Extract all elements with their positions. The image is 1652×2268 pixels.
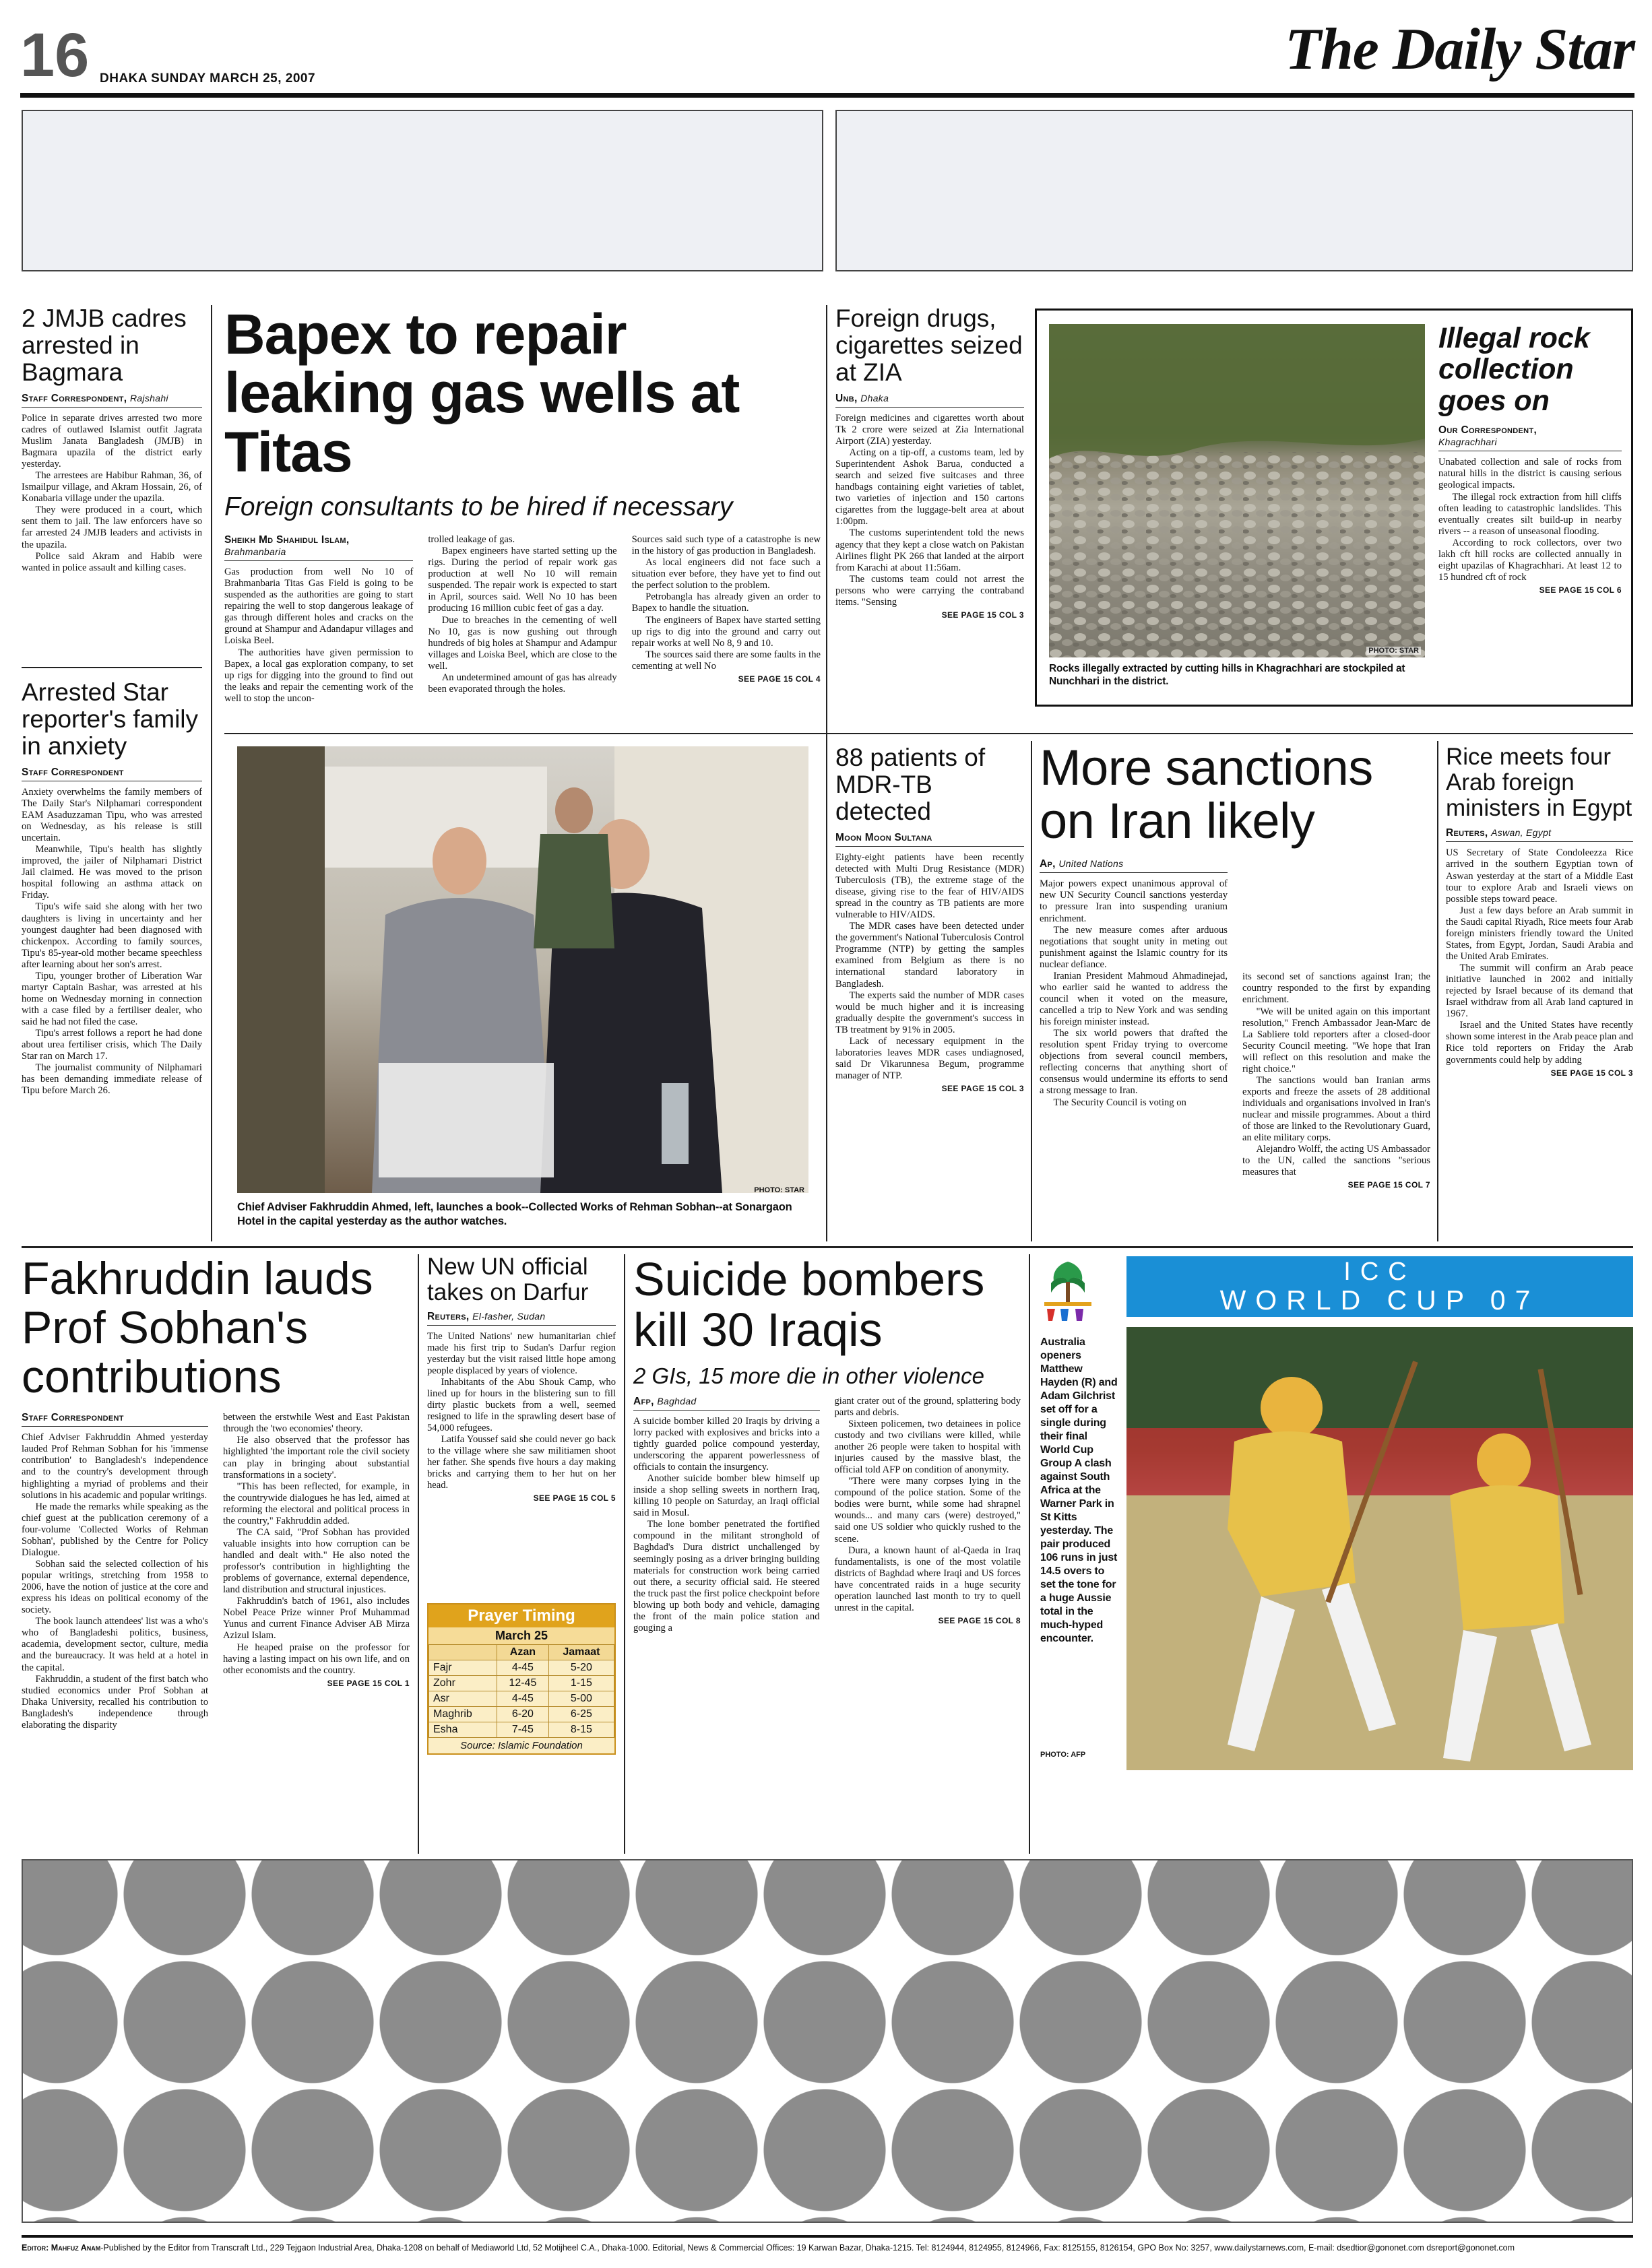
photo-caption: Chief Adviser Fakhruddin Ahmed, left, launches a book--Collected Works of Rehman Sobhan--at Sonargaon Hotel in the capital yesterday as the author watches.: [237, 1201, 792, 1227]
prayer-row: [429, 1691, 614, 1707]
jump-line: SEE PAGE 15 COL 7: [1347, 1180, 1430, 1190]
masthead-rule: [20, 93, 1634, 98]
story-body: Sources said such type of a catastrophe is new in the history of gas production in Bangladesh. As local engineers did not face such a situation ever before, they have yet to find out the perfect solution to the problem. Petrobangla has already given an order to Bapex to handle the situation. The engineers of Bapex have started setting up rigs to dig into the ground and carry out repair works at well No 8, 9 and 10. The sources said there are some faults in the cementing at well No: [631, 534, 821, 672]
headline: Foreign drugs, cigarettes seized at ZIA: [835, 304, 1023, 386]
prayer-time: 5-20: [548, 1660, 614, 1676]
jump-line: SEE PAGE 15 COL 3: [1550, 1068, 1633, 1078]
polka-dot-ad: [22, 1859, 1633, 2223]
world-cup-logo-icon: [1038, 1256, 1098, 1322]
story-body: Police in separate drives arrested two more cadres of outlawed Islamist outfit Jagrata Muslim Janata Bangladesh (JMJB) in Bagmara upazila of the district early yesterday. The arrestees are Habibur Rahman, 36, of Ismailpur village, and Akram Hossain, 26, of Konabaria village under the upazila. They were produced in a court, which sent them to jail. The law enforcers have so far arrested 24 JMJB leaders and activists in the upazila. Police said Akram and Habib were wanted in police assault and killing cases.: [22, 412, 202, 573]
prayer-time: 5-00: [548, 1691, 614, 1707]
jump-line: SEE PAGE 15 COL 5: [533, 1493, 616, 1503]
headline: More sanctions on Iran likely: [1040, 740, 1373, 849]
rock-photo: [1049, 324, 1425, 657]
byline: Afp, Baghdad: [633, 1396, 820, 1411]
story-suicide-bombers: [633, 1254, 1021, 1634]
byline: Staff Correspondent: [22, 767, 202, 781]
story-drugs: [835, 305, 1024, 620]
prayer-date: March 25: [428, 1627, 614, 1644]
byline: Ap, United Nations: [1040, 858, 1228, 873]
prayer-time: 1-15: [548, 1676, 614, 1691]
byline: Unb, Dhaka: [835, 393, 1024, 408]
jump-line: SEE PAGE 15 COL 3: [941, 1084, 1024, 1094]
deck: Foreign consultants to be hired if necessary: [224, 492, 733, 522]
story-body: between the erstwhile West and East Pakistan through the 'two economies' theory. He also observed that the professor has highlighted 'the important role the civil society can play in bringing about substantial transformations in a society'. "This has been reflected, for example, in the countrywide dialogues he has led, aimed at reforming the electoral and political process in the country," Fakhruddin added. The CA said, "Prof Sobhan has provided valuable insights into how corruption can be handled and dealt with." He also noted the professor's contribution in highlighting the problems of governance, external dependence, land distribution and structural injustices. Fakhruddin's batch of 1961, also includes Nobel Peace Prize winner Prof Muhammad Yunus and current Finance Adviser AB Mirza Azizul Islam. He heaped praise on the professor for having a lasting impact on his own life, and on other economists and the country.: [223, 1412, 410, 1676]
rock-texture: [1049, 324, 1425, 657]
logo: The Daily Star: [1285, 17, 1634, 82]
prayer-time: 4-45: [497, 1660, 548, 1676]
story-rice: [1446, 744, 1633, 1078]
deck: 2 GIs, 15 more die in other violence: [633, 1363, 984, 1388]
story-body: Unabated collection and sale of rocks from natural hills in the district is causing serious geological impacts. The illegal rock extraction from hill cliffs often leading to catastrophic landslides. This eventually creates silt build-up in nearby rivers -- a reason of unseasonal flooding. According to rock collectors, over two lakh cft hill rocks are collected annually in eight upazilas of Khagrachhari. At least 12 to 15 hundred cft of rock: [1438, 457, 1622, 583]
prayer-time: 4-45: [497, 1691, 548, 1707]
prayer-row: [429, 1722, 614, 1738]
prayer-row: [429, 1676, 614, 1691]
cricket-photo: [1126, 1327, 1633, 1770]
icc-title: ICC: [1343, 1258, 1416, 1286]
ad-box-left: [22, 110, 823, 271]
story-body: Gas production from well No 10 of Brahmanbaria Titas Gas Field is going to be suspended as the authorities are going to start repairing the well to stop dangerous leakage of gas through different holes and cracks on the ground at Shampur and Adandapur villages and Loiska Beel. The authorities have given permission to Bapex, a local gas exploration company, to set up rigs for digging into the ground to find out the leaks and repair the cementing work of the well to stop the uncon-: [224, 566, 414, 704]
prayer-time: 12-45: [497, 1676, 548, 1691]
headline: Fakhruddin lauds Prof Sobhan's contributions: [22, 1253, 373, 1402]
divider: [224, 733, 1633, 734]
story-body: The United Nations' new humanitarian chief made his first trip to Sudan's Darfur region yesterday but the visit raised little hope among people displaced by years of violence. Inhabitants of the Abu Shouk Camp, who lined up for hours in the blistering sun to fill dirty plastic buckets from a well, seemed resigned to life in the sprawling desert base of 54,000 refugees. Latifa Youssef said she could never go back to the village where she saw militiamen shoot her father. She spends five hours a day making bricks and carrying them to her hut on her head.: [427, 1330, 616, 1491]
story-body: Major powers expect unanimous approval of new UN Security Council sanctions yesterday to pressure Iran into suspending uranium enrichment. The new measure comes after arduous negotiations that sought unity in meting out punishment against the Islamic country for its nuclear defiance. Iranian President Mahmoud Ahmadinejad, who earlier said he wanted to address the council when it voted on the measure, cancelled a trip to New York and was sending his foreign minister instead. The six world powers that drafted the resolution spent Friday trying to overcome objections from several council members, reflecting concerns that anything short of consensus would undermine its efforts to send a strong message to Iran. The Security Council is voting on: [1040, 878, 1228, 1108]
story-bapex: [224, 302, 821, 705]
prayer-time: 7-45: [497, 1722, 548, 1738]
story-body: Foreign medicines and cigarettes worth about Tk 2 crore were seized at Zia International Airport (ZIA) yesterday. Acting on a tip-off, a customs team, led by Superintendent Ashok Barua, conducted a search and seized five suitcases and three handbags containing eight varieties of tablet, two varieties of injection and 150 cartons cigarettes from the luggage-belt area at about 1:00pm. The customs superintendent told the news agency that they kept a close watch on Pakistan Airlines flight PK 266 that landed at the airport from Karachi at about 11:56am. The customs team could not arrest the persons who were carrying the contraband items. "Sensing: [835, 412, 1024, 608]
byline: Moon Moon Sultana: [835, 832, 1024, 847]
byline: Our Correspondent, Khagrachhari: [1438, 424, 1622, 451]
dateline: DHAKA SUNDAY MARCH 25, 2007: [100, 71, 316, 86]
headline: Illegal rock collection goes on: [1438, 322, 1590, 417]
story-body: Chief Adviser Fakhruddin Ahmed yesterday lauded Prof Rehman Sobhan for his 'immense contribution' to Bangladesh's independence and to the country's development through highlighting a myriad of problems and their solutions in his academic and popular writings. He made the remarks while speaking as the chief guest at the publication ceremony of a four-volume 'Collected Works of Rehman Sobhan', published by the Centre for Policy Dialogue. Sobhan said the selected collection of his popular writings, stretching from 1958 to 2006, have the notion of justice at the core and express his ideas on political economy of the society. The book launch attendees' list was a who's who of Bangladeshi politics, business, academia, development sector, culture, media and the bureaucracy. It was held at a hotel in the capital. Fakhruddin, a student of the first batch who studied economics under Prof Sobhan at Dhaka University, recalled his contribution to Bangladesh's independence through elaborating the disparity: [22, 1432, 208, 1730]
prayer-name: Esha: [429, 1722, 497, 1738]
story-body: A suicide bomber killed 20 Iraqis by driving a lorry packed with explosives and bricks into a tightly guarded police compound yesterday, underscoring the apparent powerlessness of officials to contain the insurgency. Another suicide bomber blew himself up inside a shop selling sweets in northern Iraq, killing 10 people on Saturday, an Iraqi official said in Mosul. The lone bomber penetrated the fortified compound in the militant stronghold of Baghdad's Dura district unchallenged by seemingly posing as a driver bringing building materials for construction work being carried out there, a security official said. He steered the truck past the first police checkpoint before blowing up both body and vehicle, damaging the front of the main police station and gouging a: [633, 1415, 820, 1633]
icc-world-cup-panel: [1038, 1256, 1633, 1772]
story-fakhruddin: [22, 1254, 410, 1731]
jump-line: SEE PAGE 15 COL 4: [738, 674, 821, 684]
masthead: [20, 17, 1634, 101]
headline: Bapex to repair leaking gas wells at Titas: [224, 302, 740, 484]
divider: [22, 1246, 1633, 1248]
story-body: trolled leakage of gas. Bapex engineers have started setting up the rigs. During the period of repair work gas production at well No 10 will remain suspended. The repair work is expected to start in April, sources said. Well No 10 has been producing 16 million cubic feet of gas a day. Due to breaches in the cementing of well No 10, gas is now gushing out through hundreds of big holes at Shampur and Adampur villages and Loiska Beel, which are close to the well. An undetermined amount of gas has already been evaporated through the holes.: [428, 534, 617, 694]
column-rule: [1031, 741, 1032, 1241]
prayer-source: Source: Islamic Foundation: [460, 1740, 583, 1751]
photo-credit: PHOTO: STAR: [754, 1186, 804, 1193]
story-body: its second set of sanctions against Iran; the country responded to the first by expanding enrichment. "We will be united again on this important resolution," French Ambassador Jean-Marc de La Sabliere told reporters after a closed-door Security Council meeting. "We hope that Iran will reflect on this resolution and make the right choice." The sanctions would ban Iranian arms exports and freeze the assets of 28 additional individuals and organisations involved in Iran's nuclear and missile programmes. About a third of those are linked to the Revolutionary Guard, an elite military corps. Alejandro Wolff, the acting US Ambassador to the UN, called the sanctions "serious measures that: [1242, 971, 1430, 1178]
book-launch-photo: [237, 746, 808, 1193]
prayer-timing-box: [427, 1603, 616, 1755]
jump-line: SEE PAGE 15 COL 1: [327, 1678, 410, 1688]
footer-editor: Editor: Mahfuz Anam: [22, 2243, 101, 2253]
prayer-name: Maghrib: [429, 1707, 497, 1722]
column-rule: [1437, 741, 1438, 1241]
byline: Reuters, El-fasher, Sudan: [427, 1311, 616, 1326]
photo-illustration: [1126, 1327, 1633, 1770]
jump-line: SEE PAGE 15 COL 3: [941, 610, 1024, 620]
story-darfur: [427, 1254, 616, 1503]
story-rock: [1035, 309, 1633, 707]
headline: Rice meets four Arab foreign ministers in Egypt: [1446, 744, 1632, 821]
footer-rule: [22, 2235, 1633, 2238]
prayer-row: [429, 1707, 614, 1722]
story-jmjb: [22, 305, 202, 574]
column-rule: [211, 305, 212, 1241]
prayer-time: 6-20: [497, 1707, 548, 1722]
jump-line: SEE PAGE 15 COL 6: [1539, 585, 1622, 595]
byline: Staff Correspondent, Rajshahi: [22, 393, 202, 408]
prayer-table: Azan Jamaat Fajr 4-45 5-20 Zohr 12-45 1-15 Asr 4-45 5-00 Maghrib 6-20 6-25 Esha 7-45 8-15: [428, 1644, 614, 1738]
jump-line: SEE PAGE 15 COL 8: [938, 1615, 1021, 1625]
prayer-name: Fajr: [429, 1660, 497, 1676]
story-mdr-tb: [835, 744, 1024, 1093]
photo-credit: PHOTO: STAR: [1366, 647, 1421, 655]
headline: Suicide bombers kill 30 Iraqis: [633, 1253, 985, 1356]
byline: Sheikh Md Shahidul Islam, Brahmanbaria: [224, 534, 413, 561]
prayer-time: 8-15: [548, 1722, 614, 1738]
headline: 88 patients of MDR-TB detected: [835, 744, 986, 825]
column-rule: [826, 305, 827, 1241]
story-body: Eighty-eight patients have been recently detected with Multi Drug Resistance (MDR) Tuberculosis (TB), the extreme stage of the disease, giving rise to the fear of HIV/AIDS spread in the country as TB patients are more vulnerable to HIV/AIDS. The MDR cases have been detected under the government's National Tuberculosis Control Programme (NTP) by getting the samples examined from Belgium as there is no international standard laboratory in Bangladesh. The experts said the number of MDR cases would be much higher and it is increasing gradually despite the government's success in TB treatment by 91% in 2005. Lack of necessary equipment in the laboratories leaves MDR cases undiagnosed, said Dr Vikarunnesa Begum, programme manager of NTP.: [835, 851, 1024, 1082]
column-rule: [624, 1254, 625, 1854]
prayer-row: [429, 1660, 614, 1676]
divider: [22, 667, 202, 668]
story-iran: [1040, 741, 1430, 1190]
photo-illustration: [237, 746, 808, 1193]
headline: Arrested Star reporter's family in anxiety: [22, 678, 199, 760]
story-body: US Secretary of State Condoleezza Rice arrived in the southern Egyptian town of Aswan yesterday at the start of a Middle East tour to explore Arab and Israeli views on possible steps toward peace. Just a few days before an Arab summit in the Saudi capital Riyadh, Rice meets four Arab foreign ministers friendly toward the United States, from Egypt, Jordan, Saudi Arabia and the United Arab Emirates. The summit will confirm an Arab peace initiative launched in 2002 and initially rejected by Israel because of its demand that Israel withdraw from all Arab land captured in 1967. Israel and the United States have recently shown some interest in the Arab peace plan and Rice told reporters on Friday the Arab governments could help by adding: [1446, 847, 1634, 1066]
headline: 2 JMJB cadres arrested in Bagmara: [22, 304, 187, 386]
footer-imprint: [22, 2243, 1633, 2253]
page-number: 16: [20, 21, 90, 90]
icc-subtitle: WORLD CUP 07: [1219, 1284, 1540, 1316]
column-rule: [418, 1254, 419, 1854]
headline: New UN official takes on Darfur: [427, 1254, 589, 1305]
photo-credit: PHOTO: AFP: [1040, 1751, 1086, 1759]
footer-text: -Published by the Editor from Transcraft Ltd., 229 Tejgaon Industrial Area, Dhaka-1208 on behalf of Mediaworld Ltd, 52 Motijheel C.A., Dhaka-1000. Editorial, News & Commercial Offices: 19 Karwan Bazar, Dhaka-1215. Tel: 8124944, 8124955, 8124966, Fax: 8125155, 8126154, GPO Box No: 3257, www.dailystarnews.com, E-mail: dsedtior@gononet.com dsreport@gononet.com: [100, 2243, 1515, 2253]
story-reporter: [22, 679, 202, 1097]
prayer-name: Zohr: [429, 1676, 497, 1691]
prayer-title: Prayer Timing: [428, 1605, 614, 1627]
photo-caption: Australia openers Matthew Hayden (R) and Adam Gilchrist set off for a single during their final World Cup Group A clash against South Africa at the Warner Park in St Kitts yesterday. The pair produced 106 runs in just 14.5 overs to set the tone for a huge Aussie total in the much-hyped encounter.: [1040, 1336, 1118, 1644]
byline: Reuters, Aswan, Egypt: [1446, 827, 1633, 842]
story-body: Anxiety overwhelms the family members of The Daily Star's Nilphamari correspondent EAM Asaduzzaman Tipu, who was arrested on Wednesday, as his release is still uncertain. Meanwhile, Tipu's health has slightly improved, the jailer of Nilphamari District Jail claimed. He was moved to the prison hospital following an asthma attack on Friday. Tipu's wife said she along with her two daughters is living in uncertainty and her youngest daughter had been diagnosed with chickenpox. According to family sources, Tipu's 85-year-old mother became speechless after learning about her son's arrest. Tipu, younger brother of Liberation War martyr Captain Bashar, was arrested at his home on Wednesday morning in connection with a case filed by a fertiliser dealer, who said he had not filed the case. Tipu's arrest follows a report he had done about urea fertiliser crisis, which The Daily Star ran on March 17. The journalist community of Nilphamari has been demanding immediate release of Tipu before March 26.: [22, 786, 202, 1097]
ad-box-right: [835, 110, 1633, 271]
prayer-name: Asr: [429, 1691, 497, 1707]
prayer-time: 6-25: [548, 1707, 614, 1722]
photo-caption: Rocks illegally extracted by cutting hills in Khagrachhari are stockpiled at Nunchhari in the district.: [1049, 663, 1405, 688]
byline: Staff Correspondent: [22, 1412, 208, 1427]
icc-banner: [1126, 1256, 1633, 1317]
column-rule: [1029, 1254, 1030, 1854]
story-body: giant crater out of the ground, splattering body parts and debris. Sixteen policemen, two detainees in police custody and two civilians were killed, while another 26 people were taken to hospital with injuries caused by the massive blast, the official told AFP on condition of anonymity. "There were many corpses lying in the compound of the police station. Some of the bodies were burnt, while some had shrapnel wounds... and many cars (were) destroyed," said one US soldier who quickly rushed to the scene. Dura, a known haunt of al-Qaeda in Iraq fundamentalists, is one of the most volatile districts of Baghdad where Iraqi and US forces have concentrated raids in a huge security operation launched last month to try to quell unrest in the capital.: [834, 1395, 1021, 1613]
